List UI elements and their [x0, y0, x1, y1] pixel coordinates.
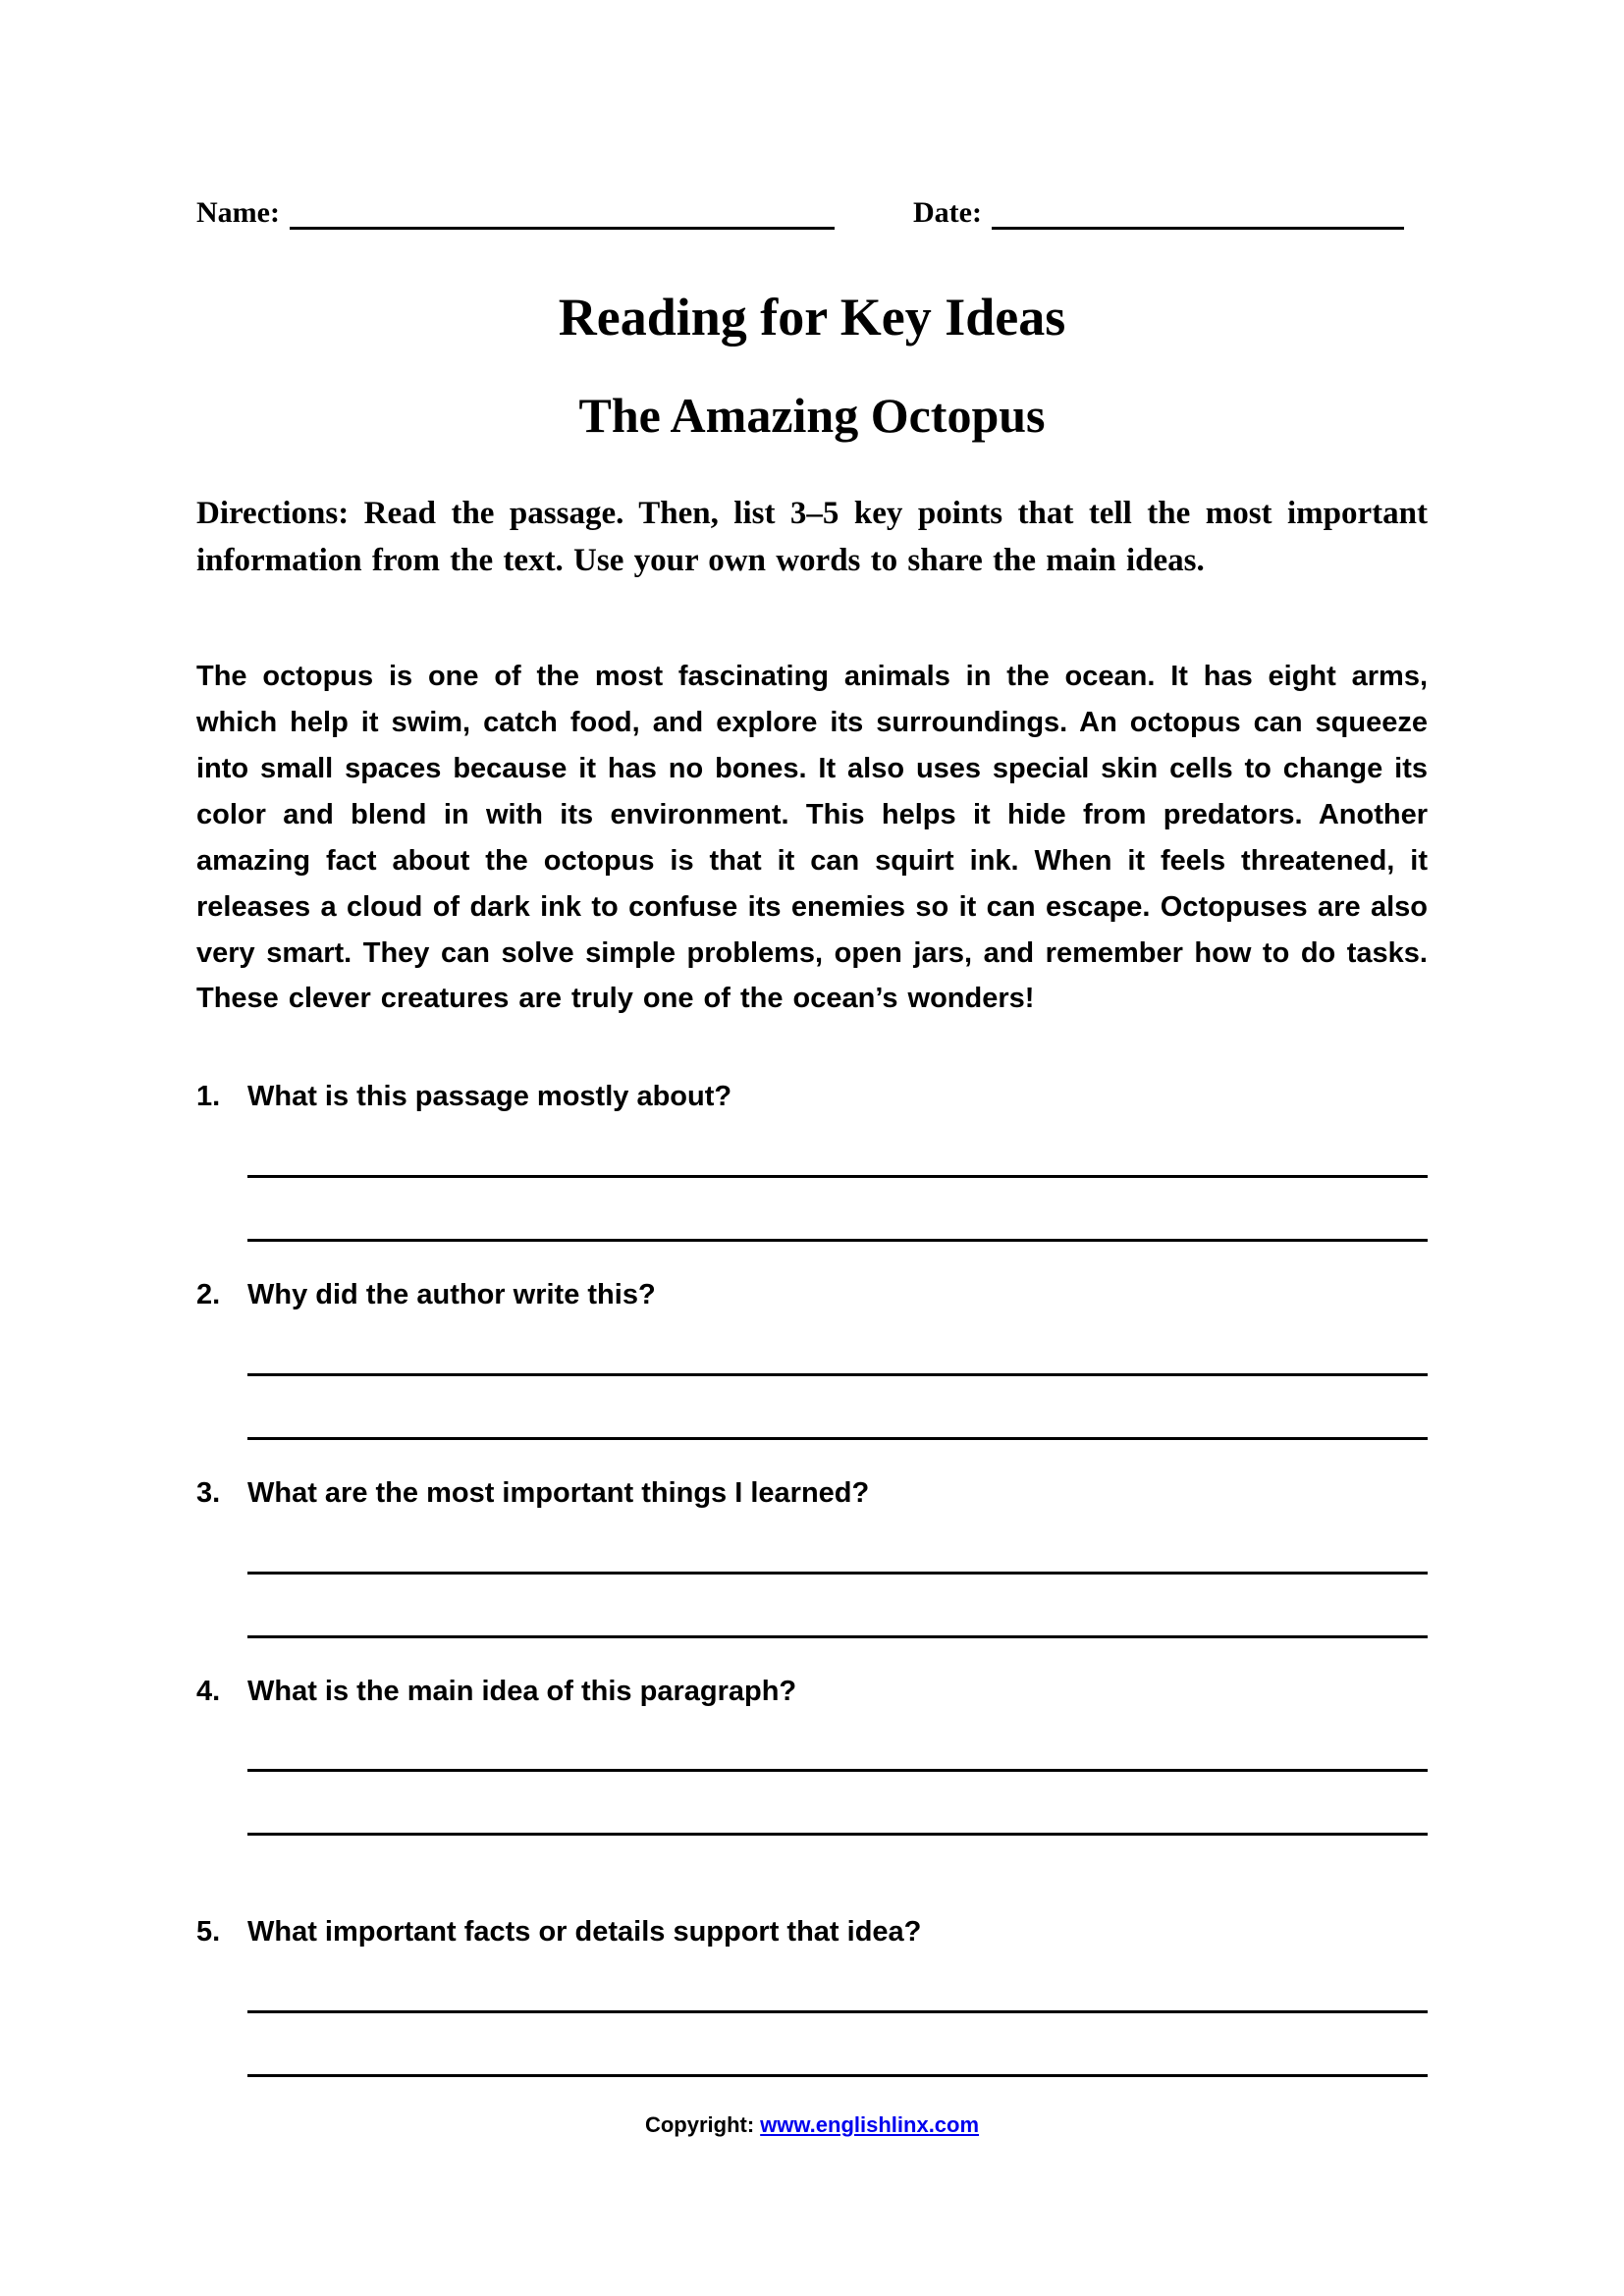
date-blank-line — [992, 196, 1404, 230]
name-date-row — [196, 196, 1428, 230]
answer-line — [247, 1239, 1428, 1242]
copyright-label: Copyright: — [644, 2111, 755, 2137]
passage-text: The octopus is one of the most fascinating animals in the ocean. It has eight arms, which help it swim, catch food, and explore its surroundings. An octopus can squeeze into small spaces because it has no bones. It also uses special skin cells to change its color and blend in with its environment. This helps it hide from predators. Another amazing fact about the octopus is that it can squirt ink. When it feels threatened, it releases a cloud of dark ink to confuse its enemies so it can escape. Octopuses are also very smart. They can solve simple problems, open jars, and remember how to do tasks. These clever creatures are truly one of the ocean’s wonders! — [196, 660, 1428, 1015]
date-field — [913, 196, 1404, 230]
question-row — [196, 1674, 1428, 1711]
question-row — [196, 1914, 1428, 1951]
copyright-link[interactable]: www.englishlinx.com — [760, 2111, 980, 2137]
question-item-2 — [196, 1277, 1428, 1440]
name-field — [196, 196, 835, 230]
question-item-3 — [196, 1475, 1428, 1638]
question-item-4 — [196, 1674, 1428, 1837]
date-label: Date: — [912, 196, 982, 229]
page-subtitle: The Amazing Octopus — [578, 388, 1046, 443]
answer-line — [247, 1635, 1428, 1638]
name-blank-line — [290, 196, 835, 230]
question-number: 4. — [196, 1675, 221, 1707]
page-title: Reading for Key Ideas — [558, 288, 1066, 347]
question-number: 3. — [196, 1476, 221, 1509]
question-item-5 — [196, 1914, 1428, 2077]
question-text: What is the main idea of this paragraph? — [247, 1675, 797, 1707]
question-text: What important facts or details support that idea? — [247, 1916, 922, 1949]
questions-section — [196, 1079, 1428, 2076]
question-item-1 — [196, 1079, 1428, 1242]
name-label: Name: — [196, 196, 280, 229]
answer-line — [247, 2074, 1428, 2077]
answer-line — [247, 1175, 1428, 1178]
copyright-footer — [196, 2112, 1428, 2138]
question-text: Why did the author write this? — [247, 1279, 656, 1311]
answer-line — [247, 1769, 1428, 1772]
question-text: What are the most important things I learned? — [247, 1476, 870, 1509]
question-number: 5. — [196, 1916, 221, 1949]
answer-line — [247, 1373, 1428, 1376]
question-row — [196, 1475, 1428, 1513]
directions-text: Directions: Read the passage. Then, list 3–5 key points that tell the most important information from the text. Use your own words to share the main ideas. — [196, 496, 1428, 578]
answer-line — [247, 1437, 1428, 1440]
question-row — [196, 1079, 1428, 1116]
question-row — [196, 1277, 1428, 1314]
question-text: What is this passage mostly about? — [247, 1081, 732, 1113]
answer-line — [247, 1833, 1428, 1836]
answer-line — [247, 1572, 1428, 1575]
question-number: 1. — [196, 1081, 221, 1113]
question-number: 2. — [196, 1279, 221, 1311]
answer-line — [247, 2010, 1428, 2013]
